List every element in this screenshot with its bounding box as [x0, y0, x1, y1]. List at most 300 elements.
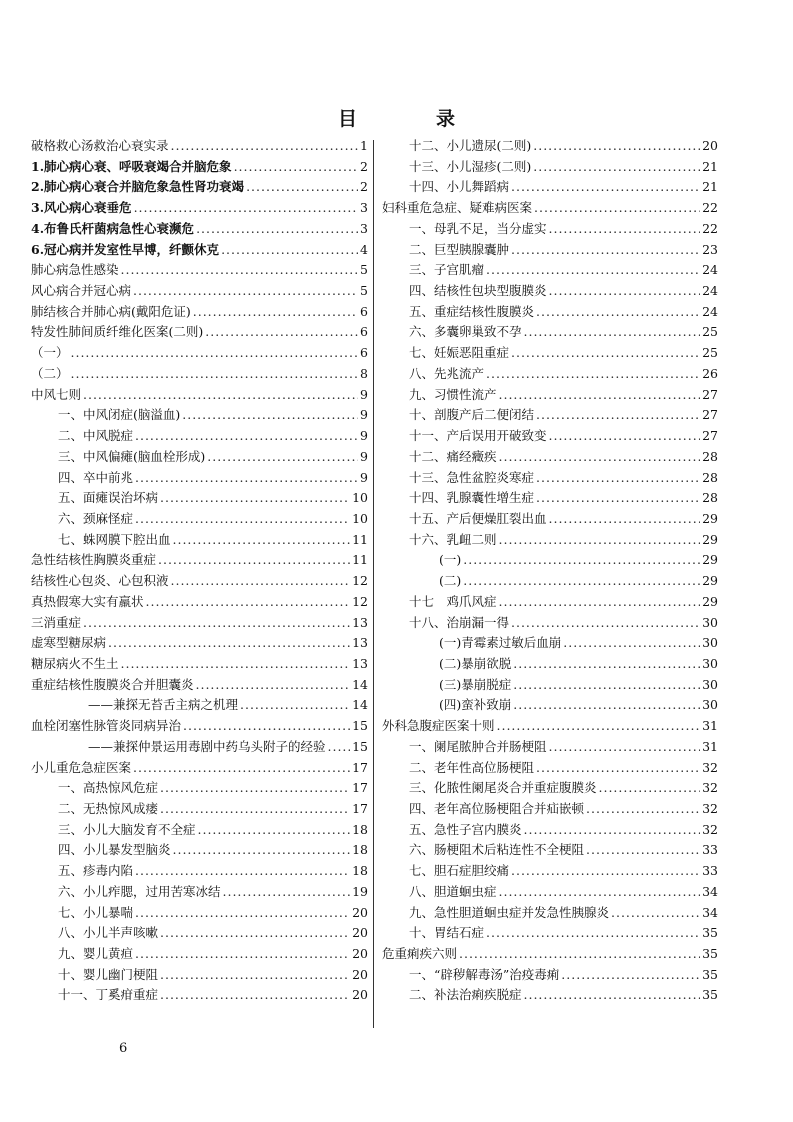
- toc-entry-label: 一、“辟秽解毒汤”治疫毒痢: [409, 966, 560, 982]
- toc-entry[interactable]: [31, 654, 368, 675]
- toc-entry-page: 32: [702, 801, 718, 816]
- dot-leader: [549, 426, 701, 447]
- toc-entry-page: 9: [360, 386, 368, 402]
- toc-entry[interactable]: [382, 923, 718, 944]
- toc-entry-label: 四、卒中前兆: [58, 469, 134, 485]
- dot-leader: [524, 322, 701, 343]
- toc-entry-page: 6: [360, 303, 368, 319]
- toc-entry[interactable]: [382, 385, 718, 406]
- dot-leader: [328, 737, 351, 758]
- dot-leader: [196, 675, 351, 696]
- dot-leader: [135, 426, 358, 447]
- toc-entry[interactable]: [382, 965, 718, 986]
- dot-leader: [533, 136, 700, 157]
- dot-leader: [135, 903, 350, 924]
- toc-entry[interactable]: [382, 550, 718, 571]
- toc-entry-page: 20: [352, 966, 368, 982]
- dot-leader: [513, 654, 700, 675]
- dot-leader: [524, 985, 701, 1006]
- toc-entry[interactable]: [31, 675, 368, 696]
- dot-leader: [463, 550, 700, 571]
- toc-entry-page: 22: [702, 200, 718, 216]
- toc-entry-page: 20: [352, 925, 368, 941]
- dot-leader: [586, 840, 700, 861]
- toc-entry[interactable]: [382, 136, 718, 157]
- toc-entry-page: 13: [352, 655, 368, 671]
- toc-entry[interactable]: [31, 281, 368, 302]
- toc-entry[interactable]: [382, 840, 718, 861]
- dot-leader: [134, 198, 358, 219]
- toc-entry[interactable]: [31, 985, 368, 1006]
- toc-entry-label: 五、疹毒内陷: [58, 863, 134, 879]
- toc-entry-page: 15: [352, 738, 368, 754]
- toc-entry-label: 十、剖腹产后二便闭结: [409, 407, 535, 423]
- toc-entry[interactable]: [31, 260, 368, 281]
- toc-entry[interactable]: [382, 302, 718, 323]
- toc-entry-label: 九、习惯性流产: [409, 386, 497, 402]
- toc-entry[interactable]: [382, 281, 718, 302]
- toc-entry[interactable]: [31, 965, 368, 986]
- toc-entry-label: 八、小儿半声咳嗽: [58, 925, 159, 941]
- toc-entry-label: 一、母乳不足，当分虚实: [409, 220, 547, 236]
- toc-entry-page: 34: [702, 904, 718, 920]
- toc-entry-page: 35: [702, 946, 718, 962]
- toc-entry-label: 肺心病急性感染: [31, 262, 119, 278]
- toc-entry[interactable]: [382, 468, 718, 489]
- toc-entry-label: 妇科重危急症、疑难病医案: [382, 200, 533, 216]
- dot-leader: [563, 633, 700, 654]
- toc-entry-page: 21: [702, 158, 718, 174]
- dot-leader: [536, 302, 700, 323]
- toc-entry-label: 十四、乳腺囊性增生症: [409, 490, 535, 506]
- dot-leader: [160, 923, 350, 944]
- toc-entry[interactable]: [382, 157, 718, 178]
- toc-entry-label: 十四、小儿舞蹈病: [409, 179, 510, 195]
- toc-entry[interactable]: [31, 571, 368, 592]
- toc-entry-label: 十三、急性盆腔炎寒症: [409, 469, 535, 485]
- toc-entry[interactable]: [31, 737, 368, 758]
- toc-entry[interactable]: [382, 695, 718, 716]
- toc-entry[interactable]: [31, 177, 368, 198]
- toc-entry-page: 20: [352, 904, 368, 920]
- dot-leader: [536, 405, 700, 426]
- toc-right-column: [382, 136, 718, 1006]
- dot-leader: [158, 550, 350, 571]
- toc-entry[interactable]: [31, 923, 368, 944]
- toc-entry-label: 一、阑尾脓肿合并肠梗阻: [409, 738, 547, 754]
- toc-entry-label: 三、化脓性阑尾炎合并重症腹膜炎: [409, 780, 597, 796]
- toc-left-column: [31, 136, 368, 1006]
- dot-leader: [246, 177, 358, 198]
- toc-entry-label: （二）: [31, 365, 69, 381]
- page-title: 目 录: [337, 108, 485, 130]
- toc-entry-page: 5: [360, 262, 368, 278]
- dot-leader: [71, 343, 359, 364]
- toc-entry-page: 10: [352, 510, 368, 526]
- dot-leader: [108, 633, 350, 654]
- toc-entry[interactable]: [382, 530, 718, 551]
- toc-entry-page: 20: [702, 138, 718, 153]
- toc-entry-label: 肺结核合并肺心病(戴阳危证): [31, 303, 191, 319]
- toc-entry[interactable]: [31, 592, 368, 613]
- toc-entry-label: 三、子宫肌瘤: [409, 262, 485, 278]
- toc-entry-page: 34: [702, 883, 718, 899]
- toc-entry[interactable]: [382, 633, 718, 654]
- toc-entry[interactable]: [382, 488, 718, 509]
- toc-entry[interactable]: [31, 343, 368, 364]
- toc-entry[interactable]: [31, 550, 368, 571]
- toc-entry-page: 29: [702, 531, 718, 547]
- toc-entry-label: 七、蛛网膜下腔出血: [58, 531, 171, 547]
- toc-entry[interactable]: [382, 861, 718, 882]
- toc-entry[interactable]: [382, 405, 718, 426]
- toc-entry-page: 32: [702, 821, 718, 837]
- toc-entry-label: 七、胆石症胆绞痛: [409, 863, 510, 879]
- toc-entry[interactable]: [382, 716, 718, 737]
- dot-leader: [171, 571, 351, 592]
- toc-entry-label: 一、中风闭症(脑溢血): [58, 407, 181, 423]
- toc-entry-page: 8: [360, 365, 368, 381]
- toc-entry[interactable]: [382, 426, 718, 447]
- toc-entry-page: 9: [360, 407, 368, 423]
- dot-leader: [133, 758, 350, 779]
- toc-entry-page: 31: [702, 718, 718, 734]
- toc-entry-page: 14: [352, 676, 368, 692]
- toc-entry[interactable]: [31, 509, 368, 530]
- dot-leader: [524, 820, 701, 841]
- toc-entry-label: 结核性心包炎、心包积液: [31, 573, 169, 589]
- dot-leader: [499, 385, 701, 406]
- toc-entry-label: 特发性肺间质纤维化医案(二则): [31, 324, 204, 340]
- toc-entry[interactable]: [382, 675, 718, 696]
- toc-entry-label: 真热假寒大实有羸状: [31, 593, 144, 609]
- toc-entry-page: 20: [352, 946, 368, 962]
- toc-entry-page: 30: [702, 697, 718, 713]
- toc-entry[interactable]: [31, 861, 368, 882]
- toc-entry-page: 18: [352, 863, 368, 879]
- dot-leader: [549, 219, 701, 240]
- toc-entry-page: 25: [702, 324, 718, 340]
- toc-entry-label: 五、重症结核性腹膜炎: [409, 303, 535, 319]
- toc-entry[interactable]: [31, 468, 368, 489]
- toc-entry[interactable]: [31, 840, 368, 861]
- dot-leader: [160, 799, 350, 820]
- dot-leader: [511, 240, 700, 261]
- toc-entry-label: 糖尿病火不生土: [31, 655, 119, 671]
- toc-entry[interactable]: [31, 820, 368, 841]
- toc-entry-label: 外科急腹症医案十则: [382, 718, 495, 734]
- toc-entry[interactable]: [382, 447, 718, 468]
- dot-leader: [511, 177, 700, 198]
- toc-entry[interactable]: [382, 260, 718, 281]
- toc-entry-page: 30: [702, 676, 718, 692]
- toc-entry-label: 六、多囊卵巢致不孕: [409, 324, 522, 340]
- toc-entry-page: 5: [360, 283, 368, 299]
- dot-leader: [135, 944, 350, 965]
- dot-leader: [511, 343, 700, 364]
- dot-leader: [133, 281, 358, 302]
- dot-leader: [160, 778, 350, 799]
- toc-entry-page: 6: [360, 345, 368, 361]
- toc-entry-label: (一)青霉素过敏后血崩: [439, 635, 562, 651]
- toc-entry[interactable]: [382, 882, 718, 903]
- toc-entry-label: 急性结核性胸膜炎重症: [31, 552, 157, 568]
- dot-leader: [536, 488, 700, 509]
- toc-entry-label: 六、颈麻怪症: [58, 510, 134, 526]
- toc-entry[interactable]: [31, 633, 368, 654]
- dot-leader: [183, 716, 350, 737]
- dot-leader: [135, 509, 350, 530]
- toc-entry-label: 九、急性胆道蛔虫症并发急性胰腺炎: [409, 904, 610, 920]
- toc-entry[interactable]: [382, 944, 718, 965]
- toc-entry-page: 18: [352, 842, 368, 858]
- dot-leader: [205, 322, 358, 343]
- toc-entry-label: 二、补法治痢疾脱症: [409, 987, 522, 1003]
- toc-entry-label: 八、胆道蛔虫症: [409, 883, 497, 899]
- toc-entry-page: 21: [702, 179, 718, 195]
- toc-entry-page: 13: [352, 614, 368, 630]
- toc-entry-page: 22: [702, 220, 718, 236]
- toc-entry-page: 19: [352, 883, 368, 899]
- toc-entry[interactable]: [31, 882, 368, 903]
- toc-entry[interactable]: [31, 219, 368, 240]
- dot-leader: [160, 488, 350, 509]
- toc-entry-page: 9: [360, 469, 368, 485]
- toc-entry[interactable]: [382, 985, 718, 1006]
- toc-entry-page: 24: [702, 283, 718, 299]
- toc-entry[interactable]: [382, 592, 718, 613]
- toc-entry-label: 中风七则: [31, 386, 82, 402]
- toc-entry-page: 27: [702, 407, 718, 423]
- dot-leader: [513, 695, 700, 716]
- toc-entry-label: 血栓闭塞性脉管炎同病异治: [31, 718, 182, 734]
- toc-entry[interactable]: [382, 177, 718, 198]
- toc-entry[interactable]: [382, 343, 718, 364]
- toc-entry-page: 24: [702, 303, 718, 319]
- toc-entry-page: 29: [702, 510, 718, 526]
- toc-entry[interactable]: [382, 364, 718, 385]
- toc-entry[interactable]: [31, 778, 368, 799]
- toc-entry-page: 35: [702, 987, 718, 1003]
- toc-entry[interactable]: [382, 322, 718, 343]
- toc-entry-page: 32: [702, 780, 718, 796]
- toc-entry[interactable]: [382, 758, 718, 779]
- toc-entry-page: 20: [352, 987, 368, 1003]
- toc-entry-label: 六、小儿痄腮，过用苦寒冰结: [58, 883, 221, 899]
- toc-entry[interactable]: [31, 198, 368, 219]
- dot-leader: [486, 364, 700, 385]
- dot-leader: [536, 758, 700, 779]
- toc-entry-label: (四)蛮补致崩: [439, 697, 512, 713]
- dot-leader: [160, 985, 350, 1006]
- toc-entry[interactable]: [31, 240, 368, 261]
- toc-entry[interactable]: [31, 405, 368, 426]
- dot-leader: [160, 965, 350, 986]
- toc-entry-page: 32: [702, 759, 718, 775]
- dot-leader: [71, 364, 359, 385]
- toc-entry[interactable]: [382, 903, 718, 924]
- dot-leader: [536, 468, 700, 489]
- dot-leader: [121, 260, 359, 281]
- toc-entry-page: 3: [360, 220, 368, 236]
- dot-leader: [513, 675, 700, 696]
- dot-leader: [561, 965, 700, 986]
- toc-entry-label: 6.冠心病并发室性早博，纤颤休克: [31, 241, 220, 257]
- dot-leader: [182, 405, 358, 426]
- toc-entry-page: 33: [702, 842, 718, 858]
- dot-leader: [549, 737, 701, 758]
- toc-entry-page: 2: [360, 179, 368, 195]
- toc-entry-page: 33: [702, 863, 718, 879]
- dot-leader: [533, 157, 700, 178]
- toc-entry-page: 25: [702, 345, 718, 361]
- toc-entry-label: 小儿重危急症医案: [31, 759, 132, 775]
- toc-entry[interactable]: [31, 613, 368, 634]
- dot-leader: [611, 903, 700, 924]
- toc-entry[interactable]: [31, 488, 368, 509]
- toc-entry-page: 30: [702, 635, 718, 651]
- toc-entry-page: 10: [352, 490, 368, 506]
- dot-leader: [599, 778, 701, 799]
- dot-leader: [196, 219, 358, 240]
- toc-entry[interactable]: [382, 654, 718, 675]
- toc-entry-page: 3: [360, 200, 368, 216]
- toc-entry-label: 4.布鲁氏杆菌病急性心衰濒危: [31, 220, 195, 236]
- dot-leader: [497, 716, 701, 737]
- dot-leader: [511, 861, 700, 882]
- toc-entry[interactable]: [31, 302, 368, 323]
- toc-entry-page: 28: [702, 490, 718, 506]
- toc-entry[interactable]: [31, 385, 368, 406]
- toc-entry-page: 30: [702, 614, 718, 630]
- toc-entry-page: 24: [702, 262, 718, 278]
- toc-entry-label: 十、婴儿幽门梗阻: [58, 966, 159, 982]
- toc-entry-label: 七、小儿暴喘: [58, 904, 134, 920]
- toc-entry-page: 29: [702, 573, 718, 589]
- toc-entry-label: 破格救心汤救治心衰实录: [31, 138, 169, 153]
- toc-entry-label: (二): [439, 573, 462, 589]
- toc-entry-page: 14: [352, 697, 368, 713]
- toc-entry[interactable]: [31, 426, 368, 447]
- toc-entry[interactable]: [31, 695, 368, 716]
- dot-leader: [499, 882, 701, 903]
- toc-entry-label: 三消重症: [31, 614, 82, 630]
- toc-entry-page: 26: [702, 365, 718, 381]
- dot-leader: [173, 530, 351, 551]
- toc-entry-page: 9: [360, 428, 368, 444]
- dot-leader: [171, 136, 359, 157]
- toc-entry[interactable]: [31, 447, 368, 468]
- toc-entry-label: 二、老年性高位肠梗阻: [409, 759, 535, 775]
- toc-entry[interactable]: [31, 136, 368, 157]
- page-number: 6: [119, 1041, 128, 1056]
- toc-entry-label: 十五、产后便燥肛裂出血: [409, 510, 547, 526]
- toc-entry-page: 28: [702, 469, 718, 485]
- toc-entry-label: (一): [439, 552, 462, 568]
- toc-entry-label: (二)暴崩欲脱: [439, 655, 512, 671]
- toc-entry[interactable]: [31, 799, 368, 820]
- toc-entry-label: 十二、小儿遗尿(二则): [409, 138, 532, 153]
- toc-entry-label: 九、婴儿黄疸: [58, 946, 134, 962]
- dot-leader: [499, 530, 701, 551]
- toc-entry-page: 13: [352, 635, 368, 651]
- toc-entry-page: 2: [360, 158, 368, 174]
- dot-leader: [511, 613, 700, 634]
- toc-entry-label: 五、面瘫误治坏病: [58, 490, 159, 506]
- toc-entry[interactable]: [31, 364, 368, 385]
- toc-entry-label: 十六、乳衄二则: [409, 531, 497, 547]
- toc-entry-label: 十一、产后误用开破致变: [409, 428, 547, 444]
- toc-entry-label: 十七 鸡爪风症: [409, 593, 497, 609]
- toc-entry-page: 11: [352, 552, 368, 568]
- toc-entry-label: 三、中风偏瘫(脑血栓形成): [58, 448, 206, 464]
- toc-entry[interactable]: [382, 198, 718, 219]
- dot-leader: [499, 592, 701, 613]
- toc-entry-page: 17: [352, 780, 368, 796]
- toc-entry-label: 八、先兆流产: [409, 365, 485, 381]
- toc-entry-label: 风心病合并冠心病: [31, 283, 132, 299]
- toc-entry-label: 十三、小儿湿疹(二则): [409, 158, 532, 174]
- toc-entry-label: 重症结核性腹膜炎合并胆囊炎: [31, 676, 194, 692]
- toc-entry[interactable]: [31, 530, 368, 551]
- toc-entry[interactable]: [382, 571, 718, 592]
- toc-entry[interactable]: [382, 799, 718, 820]
- toc-entry[interactable]: [382, 613, 718, 634]
- dot-leader: [135, 468, 358, 489]
- dot-leader: [221, 240, 358, 261]
- column-divider: [373, 140, 374, 1028]
- dot-leader: [486, 923, 700, 944]
- toc-entry[interactable]: [382, 219, 718, 240]
- toc-entry-page: 35: [702, 966, 718, 982]
- toc-entry-page: 35: [702, 925, 718, 941]
- dot-leader: [549, 509, 701, 530]
- toc-entry[interactable]: [382, 509, 718, 530]
- toc-entry-label: ——兼探仲景运用毒剧中药乌头附子的经验: [88, 738, 326, 754]
- toc-entry[interactable]: [31, 716, 368, 737]
- toc-entry-page: 11: [352, 531, 368, 547]
- toc-entry-label: 十八、治崩漏一得: [409, 614, 510, 630]
- toc-entry[interactable]: [382, 778, 718, 799]
- toc-entry-page: 27: [702, 386, 718, 402]
- toc-entry[interactable]: [31, 157, 368, 178]
- toc-entry-page: 12: [352, 573, 368, 589]
- toc-entry-label: 十二、痛经癥疾: [409, 448, 497, 464]
- toc-entry-label: 虚寒型糖尿病: [31, 635, 107, 651]
- toc-entry-label: 3.风心病心衰垂危: [31, 200, 132, 216]
- toc-entry-page: 17: [352, 759, 368, 775]
- toc-entry-page: 18: [352, 821, 368, 837]
- dot-leader: [586, 799, 700, 820]
- toc-entry[interactable]: [382, 820, 718, 841]
- toc-entry-label: 四、老年高位肠梗阻合并疝嵌顿: [409, 801, 585, 816]
- toc-entry[interactable]: [31, 322, 368, 343]
- toc-entry[interactable]: [382, 737, 718, 758]
- toc-entry[interactable]: [382, 240, 718, 261]
- dot-leader: [207, 447, 358, 468]
- toc-entry-label: 危重痢疾六则: [382, 946, 458, 962]
- toc-entry-label: 四、小儿暴发型脑炎: [58, 842, 171, 858]
- toc-entry-label: 七、妊娠恶阻重症: [409, 345, 510, 361]
- toc-entry-page: 27: [702, 428, 718, 444]
- toc-entry[interactable]: [31, 903, 368, 924]
- toc-entry[interactable]: [31, 944, 368, 965]
- toc-entry-label: 二、无热惊风成瘘: [58, 801, 159, 816]
- toc-entry-label: 六、肠梗阻术后粘连性不全梗阻: [409, 842, 585, 858]
- dot-leader: [83, 613, 350, 634]
- dot-leader: [486, 260, 700, 281]
- toc-entry[interactable]: [31, 758, 368, 779]
